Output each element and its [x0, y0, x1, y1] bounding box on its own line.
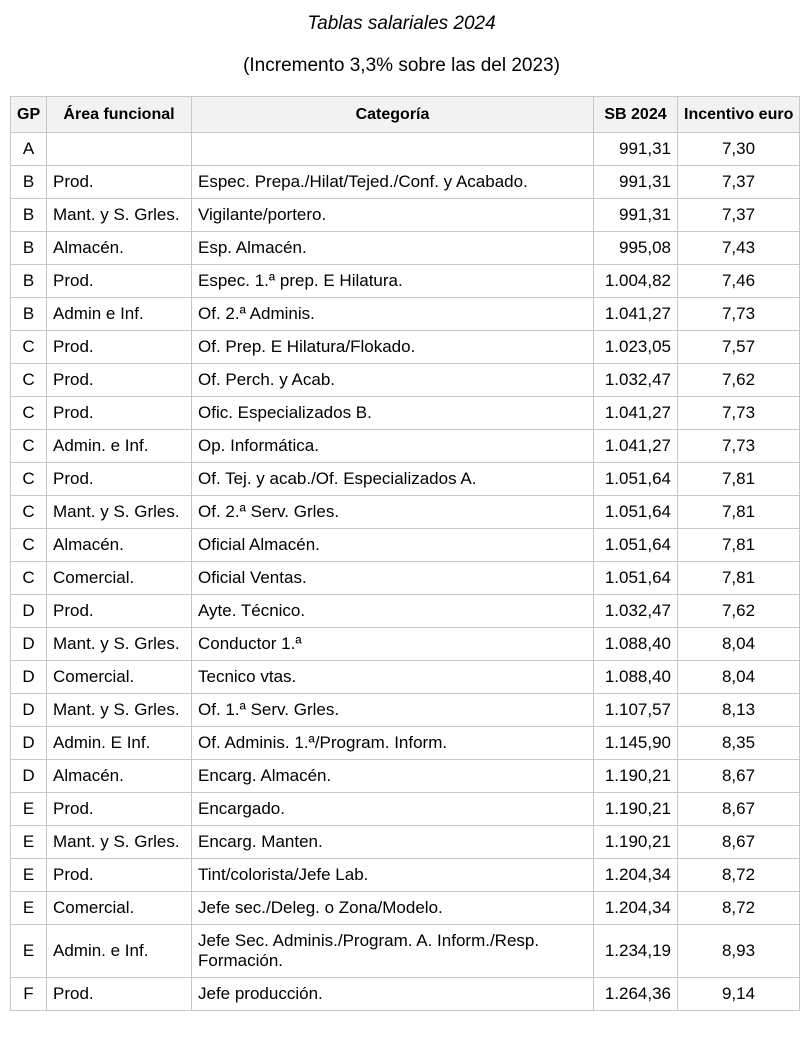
cell-area: Comercial.: [47, 661, 192, 694]
cell-area: Almacén.: [47, 232, 192, 265]
cell-incentivo: 8,72: [678, 859, 800, 892]
cell-sb: 1.088,40: [594, 628, 678, 661]
cell-sb: 1.004,82: [594, 265, 678, 298]
cell-categoria: Ofic. Especializados B.: [192, 397, 594, 430]
table-row: [11, 199, 800, 232]
cell-categoria: Encarg. Manten.: [192, 826, 594, 859]
cell-categoria: [192, 133, 594, 166]
cell-area: Prod.: [47, 793, 192, 826]
cell-categoria: Of. Prep. E Hilatura/Flokado.: [192, 331, 594, 364]
cell-gp: B: [11, 199, 47, 232]
cell-sb: 1.051,64: [594, 496, 678, 529]
cell-gp: D: [11, 661, 47, 694]
cell-categoria: Espec. 1.ª prep. E Hilatura.: [192, 265, 594, 298]
cell-categoria: Encarg. Almacén.: [192, 760, 594, 793]
cell-categoria: Jefe producción.: [192, 978, 594, 1011]
cell-area: Prod.: [47, 364, 192, 397]
cell-incentivo: 8,35: [678, 727, 800, 760]
cell-incentivo: 7,81: [678, 496, 800, 529]
cell-sb: 995,08: [594, 232, 678, 265]
cell-gp: F: [11, 978, 47, 1011]
cell-area: Comercial.: [47, 562, 192, 595]
cell-categoria: Of. 2.ª Serv. Grles.: [192, 496, 594, 529]
cell-gp: A: [11, 133, 47, 166]
cell-sb: 1.041,27: [594, 430, 678, 463]
cell-categoria: Tecnico vtas.: [192, 661, 594, 694]
cell-incentivo: 8,13: [678, 694, 800, 727]
cell-incentivo: 8,67: [678, 760, 800, 793]
table-row: [11, 298, 800, 331]
header-sb: SB 2024: [594, 97, 678, 133]
cell-sb: 1.145,90: [594, 727, 678, 760]
cell-categoria: Espec. Prepa./Hilat/Tejed./Conf. y Acabado.: [192, 166, 594, 199]
cell-area: Admin. e Inf.: [47, 430, 192, 463]
cell-area: Prod.: [47, 265, 192, 298]
cell-gp: E: [11, 925, 47, 978]
cell-incentivo: 7,30: [678, 133, 800, 166]
table-row: [11, 166, 800, 199]
cell-area: Prod.: [47, 978, 192, 1011]
cell-gp: C: [11, 397, 47, 430]
cell-sb: 1.107,57: [594, 694, 678, 727]
cell-gp: C: [11, 364, 47, 397]
page-subtitle: (Incremento 3,3% sobre las del 2023): [243, 55, 560, 76]
cell-sb: 1.023,05: [594, 331, 678, 364]
cell-gp: B: [11, 265, 47, 298]
cell-gp: B: [11, 166, 47, 199]
cell-sb: 1.041,27: [594, 298, 678, 331]
table-row: [11, 595, 800, 628]
cell-categoria: Tint/colorista/Jefe Lab.: [192, 859, 594, 892]
table-row: [11, 760, 800, 793]
cell-sb: 1.051,64: [594, 562, 678, 595]
cell-gp: E: [11, 793, 47, 826]
cell-gp: D: [11, 628, 47, 661]
cell-area: Almacén.: [47, 760, 192, 793]
cell-sb: 991,31: [594, 133, 678, 166]
cell-gp: E: [11, 826, 47, 859]
table-row: [11, 628, 800, 661]
cell-gp: D: [11, 694, 47, 727]
cell-categoria: Ayte. Técnico.: [192, 595, 594, 628]
cell-sb: 991,31: [594, 199, 678, 232]
table-row: [11, 397, 800, 430]
cell-sb: 1.051,64: [594, 529, 678, 562]
cell-incentivo: 7,62: [678, 595, 800, 628]
cell-incentivo: 7,81: [678, 529, 800, 562]
cell-sb: 991,31: [594, 166, 678, 199]
cell-incentivo: 8,67: [678, 793, 800, 826]
cell-categoria: Jefe Sec. Adminis./Program. A. Inform./Resp. Formación.: [192, 925, 594, 978]
cell-gp: D: [11, 760, 47, 793]
cell-incentivo: 9,14: [678, 978, 800, 1011]
cell-sb: 1.204,34: [594, 859, 678, 892]
cell-sb: 1.204,34: [594, 892, 678, 925]
cell-categoria: Encargado.: [192, 793, 594, 826]
cell-area: Mant. y S. Grles.: [47, 826, 192, 859]
cell-area: Prod.: [47, 859, 192, 892]
table-row: [11, 562, 800, 595]
cell-gp: C: [11, 430, 47, 463]
cell-incentivo: 7,81: [678, 562, 800, 595]
cell-sb: 1.190,21: [594, 793, 678, 826]
table-row: [11, 727, 800, 760]
cell-incentivo: 7,37: [678, 199, 800, 232]
cell-sb: 1.032,47: [594, 364, 678, 397]
cell-gp: C: [11, 331, 47, 364]
cell-categoria: Op. Informática.: [192, 430, 594, 463]
cell-sb: 1.088,40: [594, 661, 678, 694]
cell-incentivo: 7,73: [678, 397, 800, 430]
cell-area: Admin. E Inf.: [47, 727, 192, 760]
cell-sb: 1.234,19: [594, 925, 678, 978]
cell-area: Admin e Inf.: [47, 298, 192, 331]
table-row: [11, 826, 800, 859]
table-row: [11, 859, 800, 892]
cell-incentivo: 8,93: [678, 925, 800, 978]
cell-categoria: Oficial Almacén.: [192, 529, 594, 562]
cell-incentivo: 7,43: [678, 232, 800, 265]
table-header-row: [11, 97, 800, 133]
cell-categoria: Of. Adminis. 1.ª/Program. Inform.: [192, 727, 594, 760]
cell-area: Admin. e Inf.: [47, 925, 192, 978]
table-row: [11, 529, 800, 562]
cell-area: Mant. y S. Grles.: [47, 628, 192, 661]
cell-categoria: Vigilante/portero.: [192, 199, 594, 232]
header-area: Área funcional: [47, 97, 192, 133]
cell-incentivo: 7,37: [678, 166, 800, 199]
cell-sb: 1.190,21: [594, 760, 678, 793]
table-row: [11, 364, 800, 397]
cell-categoria: Esp. Almacén.: [192, 232, 594, 265]
cell-area: Prod.: [47, 331, 192, 364]
table-row: [11, 793, 800, 826]
cell-area: Prod.: [47, 463, 192, 496]
cell-incentivo: 7,62: [678, 364, 800, 397]
table-row: [11, 892, 800, 925]
cell-categoria: Of. Tej. y acab./Of. Especializados A.: [192, 463, 594, 496]
table-row: [11, 133, 800, 166]
header-gp: GP: [11, 97, 47, 133]
table-row: [11, 694, 800, 727]
cell-incentivo: 7,81: [678, 463, 800, 496]
salary-table: [10, 96, 800, 1011]
header-categoria: Categoría: [192, 97, 594, 133]
cell-incentivo: 8,04: [678, 661, 800, 694]
cell-incentivo: 7,73: [678, 298, 800, 331]
table-row: [11, 661, 800, 694]
cell-incentivo: 7,46: [678, 265, 800, 298]
cell-incentivo: 8,04: [678, 628, 800, 661]
cell-gp: B: [11, 298, 47, 331]
cell-categoria: Of. Perch. y Acab.: [192, 364, 594, 397]
cell-sb: 1.051,64: [594, 463, 678, 496]
cell-area: Prod.: [47, 397, 192, 430]
cell-sb: 1.190,21: [594, 826, 678, 859]
cell-area: [47, 133, 192, 166]
cell-area: Prod.: [47, 166, 192, 199]
table-row: [11, 430, 800, 463]
cell-area: Mant. y S. Grles.: [47, 694, 192, 727]
table-row: [11, 925, 800, 978]
cell-incentivo: 8,67: [678, 826, 800, 859]
table-body: [11, 133, 800, 1011]
cell-area: Mant. y S. Grles.: [47, 496, 192, 529]
cell-gp: D: [11, 595, 47, 628]
cell-incentivo: 7,57: [678, 331, 800, 364]
cell-categoria: Conductor 1.ª: [192, 628, 594, 661]
cell-sb: 1.032,47: [594, 595, 678, 628]
cell-area: Almacén.: [47, 529, 192, 562]
header-incentivo: Incentivo euro: [678, 97, 800, 133]
table-row: [11, 978, 800, 1011]
cell-incentivo: 7,73: [678, 430, 800, 463]
cell-gp: E: [11, 859, 47, 892]
cell-gp: C: [11, 529, 47, 562]
table-row: [11, 232, 800, 265]
page-title: Tablas salariales 2024: [307, 13, 496, 34]
cell-sb: 1.264,36: [594, 978, 678, 1011]
cell-gp: C: [11, 496, 47, 529]
cell-area: Prod.: [47, 595, 192, 628]
cell-categoria: Of. 1.ª Serv. Grles.: [192, 694, 594, 727]
cell-categoria: Oficial Ventas.: [192, 562, 594, 595]
cell-gp: D: [11, 727, 47, 760]
cell-area: Mant. y S. Grles.: [47, 199, 192, 232]
cell-gp: B: [11, 232, 47, 265]
table-row: [11, 463, 800, 496]
cell-sb: 1.041,27: [594, 397, 678, 430]
cell-gp: E: [11, 892, 47, 925]
table-row: [11, 265, 800, 298]
cell-gp: C: [11, 463, 47, 496]
cell-area: Comercial.: [47, 892, 192, 925]
table-row: [11, 496, 800, 529]
cell-categoria: Of. 2.ª Adminis.: [192, 298, 594, 331]
table-row: [11, 331, 800, 364]
cell-categoria: Jefe sec./Deleg. o Zona/Modelo.: [192, 892, 594, 925]
cell-gp: C: [11, 562, 47, 595]
cell-incentivo: 8,72: [678, 892, 800, 925]
